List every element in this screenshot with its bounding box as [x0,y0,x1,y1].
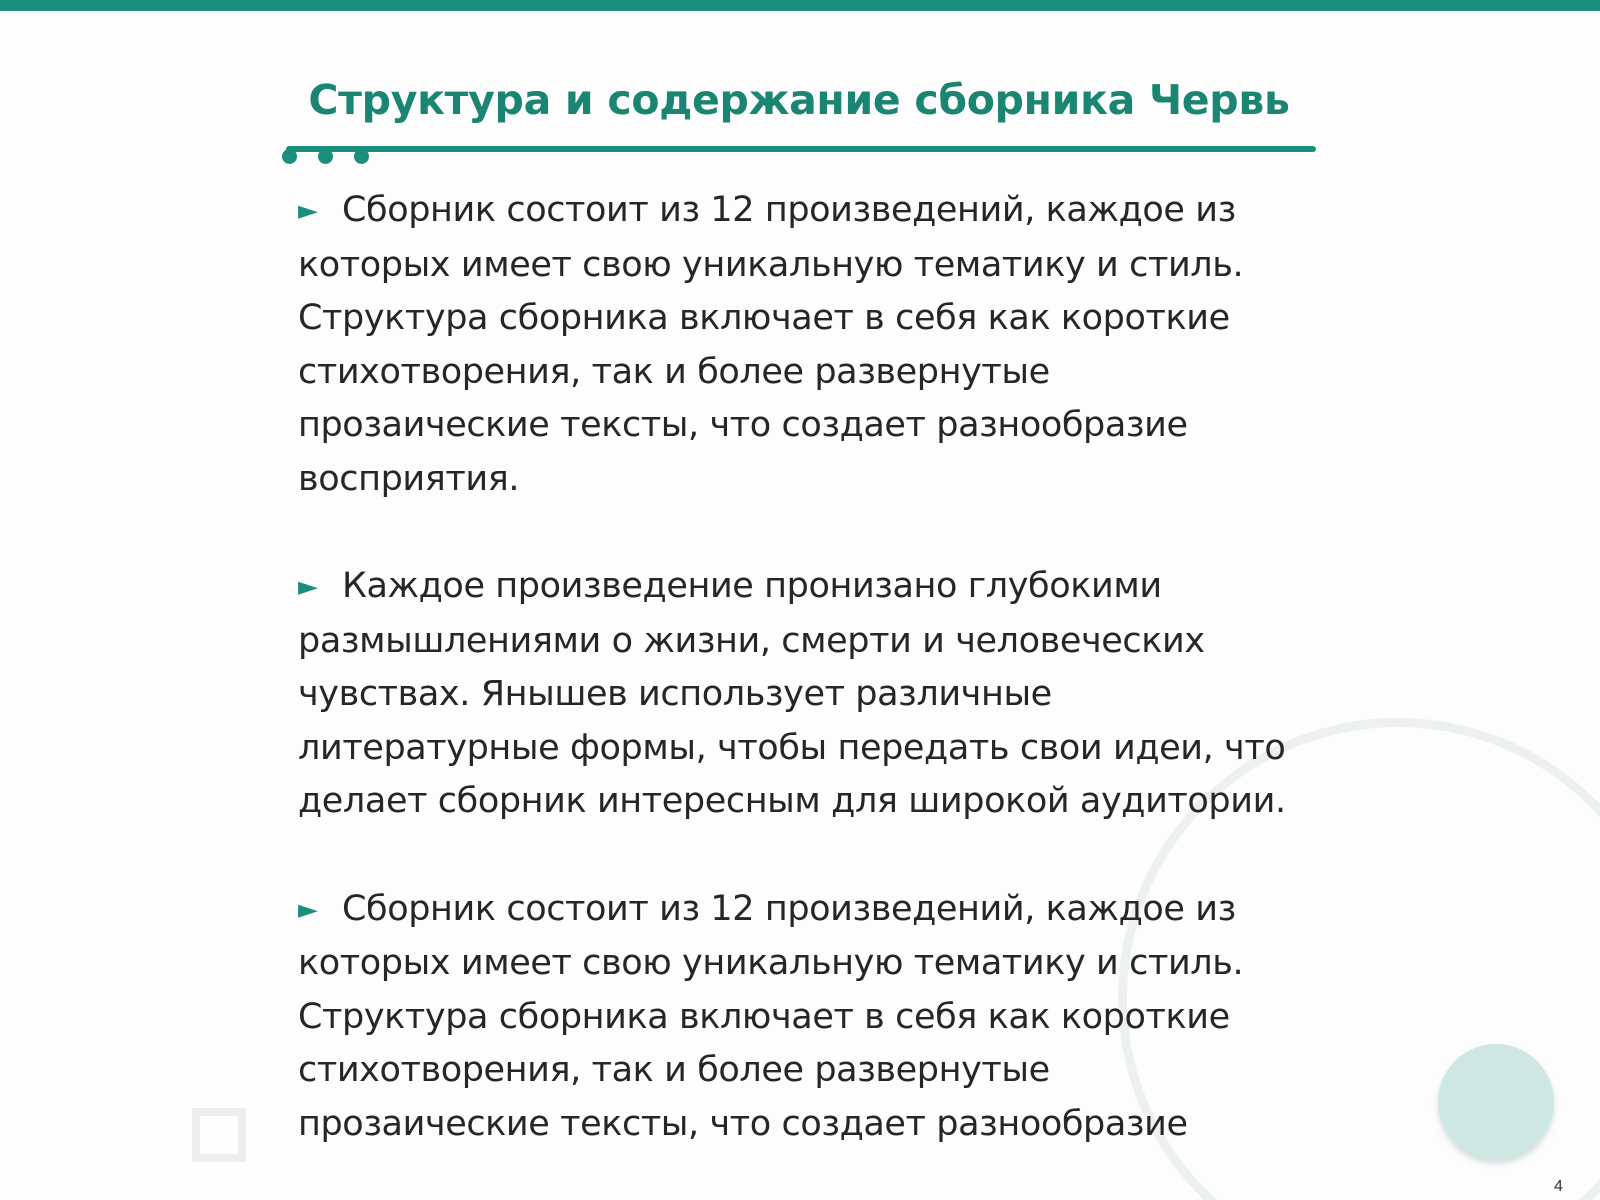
underline-dot [318,149,333,164]
paragraph-text: Сборник состоит из 12 произведений, каждое из которых имеет свою уникальную тематику и стиль. Структура сборника включает в себя как короткие стихотворения, так и более развернутые прозаические тексты, что создает разнообразие [298,888,1244,1144]
bullet-paragraph [298,560,1298,829]
top-accent-bar [0,0,1600,11]
paragraph-text: Каждое произведение пронизано глубокими размышлениями о жизни, смерти и человеческих чувствах. Янышев использует различные литературные формы, чтобы передать свои идеи, что делает сборник интересным для широкой аудитории. [298,566,1286,821]
slide-title: Структура и содержание сборника Червь [308,76,1290,124]
paragraph-text: Сборник состоит из 12 произведений, каждое из которых имеет свою уникальную тематику и стиль. Структура сборника включает в себя как короткие стихотворения, так и более развернутые прозаические тексты, что создает разнообразие восприятия. [298,190,1244,499]
bullet-paragraph [298,883,1298,1152]
bullet-arrow-icon: ► [298,196,318,226]
decorative-square [192,1108,246,1162]
bullet-arrow-icon: ► [298,572,318,602]
underline-dot [282,149,297,164]
underline-dot [354,149,369,164]
title-underline [286,146,1316,152]
page-number: 4 [1554,1178,1563,1195]
bullet-paragraph [298,184,1298,506]
slide-body [298,184,1298,1200]
bullet-arrow-icon: ► [298,894,318,925]
decorative-circle [1438,1044,1554,1160]
